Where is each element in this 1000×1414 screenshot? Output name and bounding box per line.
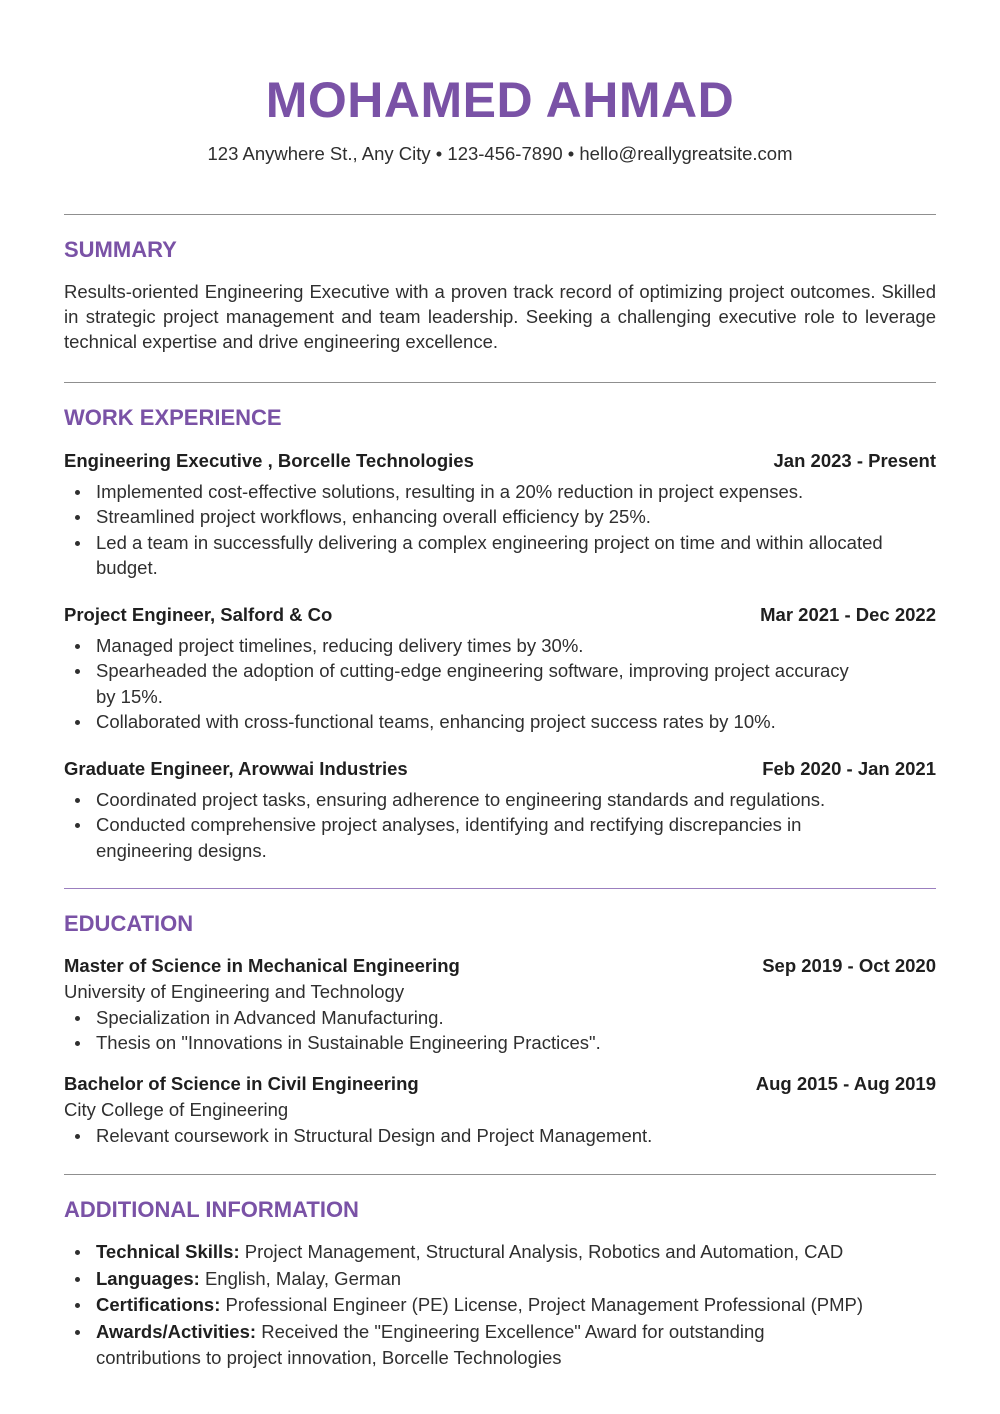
degree-title: Master of Science in Mechanical Engineering xyxy=(64,955,460,976)
list-item: Implemented cost-effective solutions, resulting in a 20% reduction in project expenses. xyxy=(64,479,936,504)
list-item xyxy=(64,1292,936,1319)
item-text: Received the "Engineering Excellence" Award for outstanding contributions to project innovation, Borcelle Technologies xyxy=(96,1320,765,1368)
job-bullets xyxy=(64,787,936,863)
list-item xyxy=(64,1266,936,1293)
job-entry xyxy=(64,602,936,734)
degree-title: Bachelor of Science in Civil Engineering xyxy=(64,1073,419,1094)
list-item: Led a team in successfully delivering a complex engineering project on time and within allocated budget. xyxy=(64,530,896,581)
job-header xyxy=(64,602,936,628)
divider xyxy=(64,382,936,383)
job-entry xyxy=(64,756,936,863)
job-header xyxy=(64,448,936,474)
school-name: University of Engineering and Technology xyxy=(64,981,405,1002)
list-item: Coordinated project tasks, ensuring adherence to engineering standards and regulations. xyxy=(64,787,936,812)
item-label: Certifications: xyxy=(96,1294,221,1315)
additional-info-list xyxy=(64,1239,936,1371)
degree-bullets xyxy=(64,1123,936,1148)
degree-dates: Sep 2019 - Oct 2020 xyxy=(762,955,936,976)
job-dates: Feb 2020 - Jan 2021 xyxy=(762,758,936,779)
job-title: Project Engineer, Salford & Co xyxy=(64,604,333,625)
contact-line: 123 Anywhere St., Any City • 123-456-7890 • hello@reallygreatsite.com xyxy=(207,143,793,164)
item-label: Languages: xyxy=(96,1267,200,1289)
job-bullets xyxy=(64,633,936,734)
list-item: Conducted comprehensive project analyses, identifying and rectifying discrepancies in engineering designs. xyxy=(64,812,896,863)
job-dates: Jan 2023 - Present xyxy=(773,450,936,471)
list-item: Collaborated with cross-functional teams, enhancing project success rates by 10%. xyxy=(64,709,936,734)
job-entry xyxy=(64,448,936,580)
list-item: Thesis on "Innovations in Sustainable Engineering Practices". xyxy=(64,1030,896,1055)
education-entry xyxy=(64,1071,936,1148)
additional-info-heading: ADDITIONAL INFORMATION xyxy=(64,1197,359,1222)
item-text: Project Management, Structural Analysis, Robotics and Automation, CAD xyxy=(239,1241,844,1262)
summary-text: Results-oriented Engineering Executive with a proven track record of optimizing project outcomes. Skilled in strategic project management and team leadership. Seeking a challenging executive role to leverage technical expertise and drive engineering excellence. xyxy=(64,281,936,352)
additional-bullets xyxy=(64,1239,936,1371)
item-label: Technical Skills: xyxy=(96,1241,240,1262)
list-item: Managed project timelines, reducing delivery times by 30%. xyxy=(64,633,896,658)
item-text: Professional Engineer (PE) License, Project Management Professional (PMP) xyxy=(220,1294,864,1315)
list-item: Spearheaded the adoption of cutting-edge engineering software, improving project accuracy by 15%. xyxy=(64,658,866,709)
list-item xyxy=(64,1319,856,1371)
degree-header xyxy=(64,953,936,979)
education-entry xyxy=(64,953,936,1055)
school-name: City College of Engineering xyxy=(64,1099,289,1120)
item-text: English, Malay, German xyxy=(199,1267,402,1289)
list-item xyxy=(64,1239,936,1266)
list-item: Specialization in Advanced Manufacturing. xyxy=(64,1005,896,1030)
divider xyxy=(64,888,936,889)
list-item: Streamlined project workflows, enhancing overall efficiency by 25%. xyxy=(64,504,936,529)
divider xyxy=(64,214,936,215)
job-dates: Mar 2021 - Dec 2022 xyxy=(760,604,936,625)
item-label: Awards/Activities: xyxy=(96,1320,257,1342)
summary-heading: SUMMARY xyxy=(64,237,177,262)
degree-bullets xyxy=(64,1005,936,1056)
candidate-name: MOHAMED AHMAD xyxy=(265,72,735,128)
job-title: Engineering Executive , Borcelle Technologies xyxy=(64,450,474,471)
divider xyxy=(64,1174,936,1175)
job-title: Graduate Engineer, Arowwai Industries xyxy=(64,758,408,779)
work-experience-heading: WORK EXPERIENCE xyxy=(64,405,282,430)
education-heading: EDUCATION xyxy=(64,911,194,936)
job-header xyxy=(64,756,936,782)
list-item: Relevant coursework in Structural Design and Project Management. xyxy=(64,1123,896,1148)
job-bullets xyxy=(64,479,936,580)
degree-dates: Aug 2015 - Aug 2019 xyxy=(755,1073,936,1094)
degree-header xyxy=(64,1071,936,1097)
